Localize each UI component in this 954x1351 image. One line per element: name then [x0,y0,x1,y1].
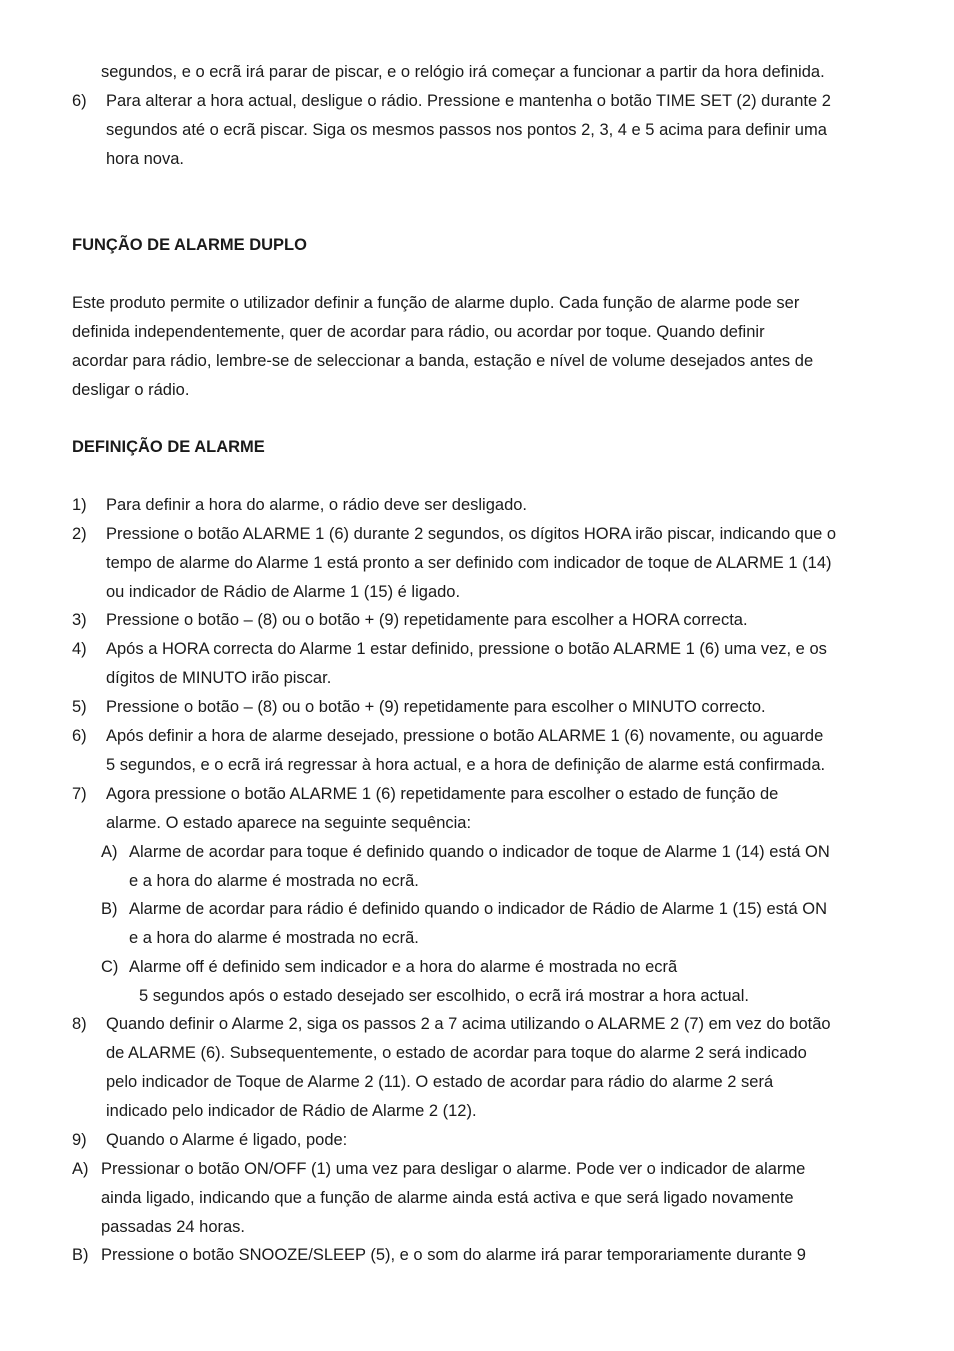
list-item-line: Para alterar a hora actual, desligue o rádio. Pressione e mantenha o botão TIME SET (2) durante 2 [106,92,831,110]
list-item-line: alarme. O estado aparece na seguinte sequência: [106,814,472,832]
list-item-line: segundos até o ecrã piscar. Siga os mesmos passos nos pontos 2, 3, 4 e 5 acima para definir uma [106,121,827,139]
list-number: 5) [72,698,87,716]
list-item-line: Pressione o botão ALARME 1 (6) durante 2 segundos, os dígitos HORA irão piscar, indicando que o [106,525,837,543]
list-number: 6) [72,727,87,745]
sub-list-item-line: e a hora do alarme é mostrada no ecrã. [129,929,419,947]
paragraph-line: segundos, e o ecrã irá parar de piscar, e o relógio irá começar a funcionar a partir da hora definida. [101,63,825,81]
paragraph-line: definida independentemente, quer de acordar para rádio, ou acordar por toque. Quando definir [72,323,765,341]
list-item-line: indicado pelo indicador de Rádio de Alarme 2 (12). [106,1102,477,1120]
sub-list-letter: B) [72,1246,89,1264]
list-number: 2) [72,525,87,543]
sub-list-letter: C) [101,958,119,976]
list-item-line: Para definir a hora do alarme, o rádio deve ser desligado. [106,496,527,514]
list-number: 6) [72,92,87,110]
paragraph-line: Este produto permite o utilizador definir a função de alarme duplo. Cada função de alarme pode ser [72,294,800,312]
list-item-line: Pressione o botão – (8) ou o botão + (9) repetidamente para escolher o MINUTO correcto. [106,698,766,716]
sub-list-item-line: passadas 24 horas. [101,1218,246,1236]
list-item-line: pelo indicador de Toque de Alarme 2 (11). O estado de acordar para rádio do alarme 2 será [106,1073,774,1091]
paragraph-line: acordar para rádio, lembre-se de seleccionar a banda, estação e nível de volume desejados antes de [72,352,814,370]
list-item-line: Após a HORA correcta do Alarme 1 estar definido, pressione o botão ALARME 1 (6) uma vez, e os [106,640,827,658]
section-heading: FUNÇÃO DE ALARME DUPLO [72,236,307,254]
list-item-line: dígitos de MINUTO irão piscar. [106,669,332,687]
list-item-line: Agora pressione o botão ALARME 1 (6) repetidamente para escolher o estado de função de [106,785,779,803]
sub-list-letter: B) [101,900,118,918]
sub-list-item-line: Pressionar o botão ON/OFF (1) uma vez para desligar o alarme. Pode ver o indicador de alarme [101,1160,806,1178]
paragraph-line: desligar o rádio. [72,381,190,399]
list-number: 7) [72,785,87,803]
list-item-line: Pressione o botão – (8) ou o botão + (9) repetidamente para escolher a HORA correcta. [106,611,748,629]
sub-list-letter: A) [101,843,118,861]
list-number: 8) [72,1015,87,1033]
sub-list-item-line: e a hora do alarme é mostrada no ecrã. [129,872,419,890]
sub-list-item-line: 5 segundos após o estado desejado ser escolhido, o ecrã irá mostrar a hora actual. [139,987,749,1005]
list-item-line: de ALARME (6). Subsequentemente, o estado de acordar para toque do alarme 2 será indicado [106,1044,807,1062]
list-number: 1) [72,496,87,514]
sub-list-item-line: Alarme de acordar para rádio é definido quando o indicador de Rádio de Alarme 1 (15) está ON [129,900,828,918]
list-item-line: Quando definir o Alarme 2, siga os passos 2 a 7 acima utilizando o ALARME 2 (7) em vez do botão [106,1015,831,1033]
list-number: 4) [72,640,87,658]
list-number: 9) [72,1131,87,1149]
sub-list-item-line: Alarme de acordar para toque é definido quando o indicador de toque de Alarme 1 (14) está ON [129,843,830,861]
sub-list-letter: A) [72,1160,89,1178]
sub-list-item-line: ainda ligado, indicando que a função de alarme ainda está activa e que será ligado novamente [101,1189,794,1207]
list-item-line: ou indicador de Rádio de Alarme 1 (15) é ligado. [106,583,461,601]
section-heading: DEFINIÇÃO DE ALARME [72,438,265,456]
list-item-line: hora nova. [106,150,184,168]
list-number: 3) [72,611,87,629]
sub-list-item-line: Pressione o botão SNOOZE/SLEEP (5), e o som do alarme irá parar temporariamente durante 9 [101,1246,806,1264]
list-item-line: 5 segundos, e o ecrã irá regressar à hora actual, e a hora de definição de alarme está confirmada. [106,756,826,774]
list-item-line: Quando o Alarme é ligado, pode: [106,1131,348,1149]
list-item-line: tempo de alarme do Alarme 1 está pronto a ser definido com indicador de toque de ALARME 1 (14) [106,554,832,572]
sub-list-item-line: Alarme off é definido sem indicador e a hora do alarme é mostrada no ecrã [129,958,678,976]
list-item-line: Após definir a hora de alarme desejado, pressione o botão ALARME 1 (6) novamente, ou aguarde [106,727,824,745]
